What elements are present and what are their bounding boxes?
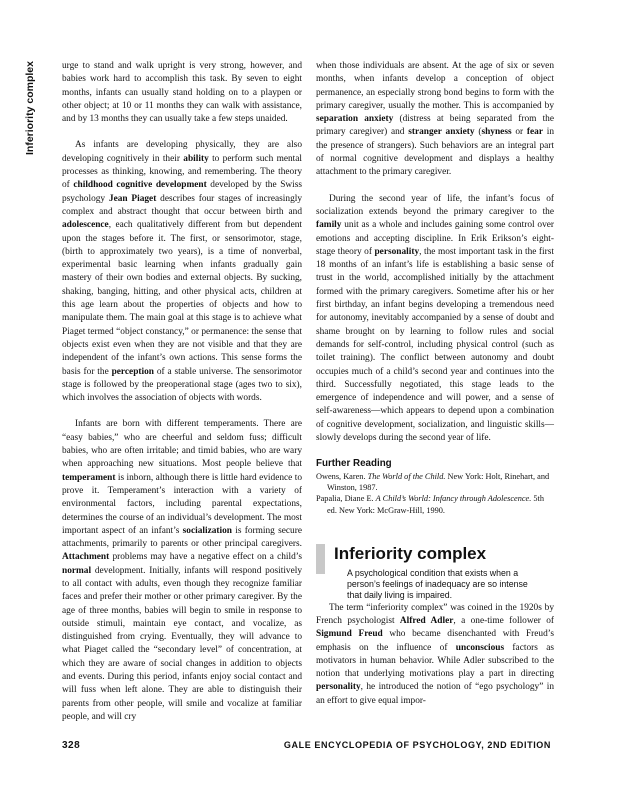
bold-term: normal	[62, 565, 92, 576]
right-column	[316, 60, 554, 708]
bold-term: unconscious	[455, 642, 505, 653]
bold-term: perception	[111, 366, 154, 377]
reference: Owens, Karen. The World of the Child. New York: Holt, Rinehart, and Winston, 1987.	[316, 471, 550, 492]
bold-term: adolescence	[62, 220, 109, 231]
bold-term: Sigmund Freud	[316, 629, 383, 640]
bold-term: childhood cognitive development	[73, 180, 207, 191]
bold-term: shyness	[481, 127, 512, 138]
bold-term: fear	[526, 127, 543, 138]
reference: Papalia, Diane E. A Child’s World: Infancy through Adolescence. 5th ed. New York: McGraw-Hill, 1990.	[316, 494, 544, 515]
page-number: 328	[62, 740, 81, 751]
running-head-text: Inferiority complex	[24, 61, 36, 155]
paragraph: As infants are developing physically, they are also developing cognitively in their ability to perform such mental processes as thinking, knowing, and remembering. The theory of childhood cognitive development developed by the Swiss psychology Jean Piaget describes four stages of increasingly complex and abstract thought that occur between birth and adolescence, each qualitatively different from but dependent upon the stages before it. The first, or sensorimotor, stage, (birth to approximately two years), is a time of nonverbal, experimental basic learning when infants gradually gain mastery of their own bodies and external objects. By sucking, shaking, banging, hitting, and other physical acts, children at this age learn about the properties of objects and how to manipulate them. The main goal at this stage is to achieve what Piaget termed “object constancy,” or permanence: the sense that objects exist even when they are not visible and that they are independent of the infant’s own actions. This sense forms the basis for the perception of a stable universe. The sensorimotor stage is followed by the preoperational stage (ages two to six), which involves the association of objects with words.	[62, 140, 303, 404]
paragraph: During the second year of life, the infant’s focus of socialization extends beyond the primary caregiver to the family unit as a whole and includes gaining some control over emotions and accepting discipline. In Erik Erikson’s eight-stage theory of personality, the most important task in the first 18 months of an infant’s life is establishing a basic sense of trust in the world, accomplished initially by the attachment formed with the primary caregivers. Sometime after his or her first birthday, an infant begins developing a tremendous need for autonomy, inevitably accompanied by a sense of doubt and shame brought on by learning to follow rules and social demands for self-control, including physical control (such as toilet training). The conflict between autonomy and doubt occupies much of a child’s second year and continues into the third. Successfully negotiated, this stage leads to the emergence of independence and will power, and a sense of self-awareness—which appears to depend upon a combination of cognitive development, socialization, and linguistic skills—slowly develops during the second year of life.	[316, 193, 554, 444]
paragraph: The term “inferiority complex” was coined in the 1920s by French psychologist Alfred Adler, a one-time follower of Sigmund Freud who became disenchanted with Freud’s emphasis on the influence of unconscious factors as motivators in human behavior. While Adler subscribed to the notion that underlying motivations play a part in directing personality, he introduced the notion of “ego psychology” in an effort to give equal impor-	[316, 602, 554, 706]
bold-term: personality	[316, 682, 361, 693]
bold-term: Attachment	[62, 552, 110, 563]
entry-marker-bar	[316, 544, 325, 574]
further-reading-heading: Further Reading	[316, 458, 392, 470]
entry-definition: A psychological condition that exists when a person’s feelings of inadequacy are so intense that daily living is impaired.	[347, 567, 528, 601]
entry-title: Inferiority complex	[334, 543, 487, 563]
left-column	[62, 60, 302, 724]
bold-term: separation anxiety	[316, 114, 394, 125]
publication-title: GALE ENCYCLOPEDIA OF PSYCHOLOGY, 2ND EDITION	[283, 740, 551, 750]
paragraph: urge to stand and walk upright is very strong, however, and babies work hard to accomplish this task. By seven to eight months, infants can usually stand holding on to a playpen or other object; at 10 or 11 months they can walk with assistance, and by 13 months they can usually take a few steps unaided.	[62, 61, 302, 125]
bold-term: Alfred Adler	[399, 615, 454, 626]
bold-term: stranger anxiety	[408, 127, 475, 138]
bold-term: ability	[183, 153, 209, 164]
bold-term: family	[316, 220, 342, 231]
bold-term: Jean Piaget	[108, 193, 157, 204]
paragraph: Infants are born with different temperaments. There are “easy babies,” who are cheerful and seldom fuss; difficult babies, who are often irritable; and timid babies, who are wary when approaching new situations. Most people believe that temperament is inborn, although there is little hard evidence to prove it. Temperament’s interaction with a variety of environmental factors, including parental expectations, determines the course of an individual’s development. The most important aspect of an infant’s socialization is forming secure attachments, primarily to parents or other principal caregivers. Attachment problems may have a negative effect on a child’s normal development. Initially, infants will respond positively to all contact with adults, even though they recognize familiar faces and prefer their mother or other primary caregiver. By the age of three months, babies will begin to smile in response to outside stimuli, maintain eye contact, and vocalize, as distinguished from crying. Eventually, they will advance to what Piaget called the “secondary level” of concentration, at which they are aware of social changes in addition to objects and events. During this period, infants enjoy social contact and will fuss when left alone. They are able to distinguish their parents from other people, will smile and vocalize at familiar people, and will cry	[62, 419, 302, 722]
bold-term: temperament	[62, 472, 116, 483]
running-head	[12, 60, 46, 160]
bold-term: socialization	[182, 525, 232, 536]
entry-header	[316, 544, 554, 602]
bold-term: personality	[374, 246, 420, 257]
paragraph: when those individuals are absent. At the age of six or seven months, when infants develop a conception of object permanence, an especially strong bond begins to form with the primary caregiver, usually the mother. This is accompanied by separation anxiety (distress at being separated from the primary caregiver) and stranger anxiety (shyness or fear in the presence of strangers). Such behaviors are an integral part of normal cognitive development and displays a healthy attachment to the primary caregiver.	[316, 61, 554, 178]
